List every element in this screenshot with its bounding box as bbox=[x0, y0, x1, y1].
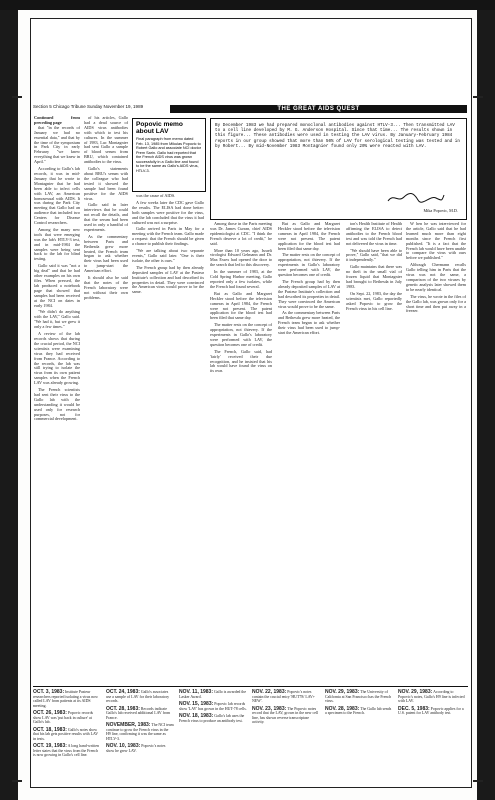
paragraph: ton's Health Institute of Health affirming the ELISA to detect antibodies to the French blood test and was told the French had not delivered the virus in time. bbox=[346, 222, 402, 246]
memo-facsimile bbox=[210, 118, 467, 220]
paragraph: Gallo said it was "not a big deal" and that he had other examples on his own files. When pressed, the lab produced a notebook page that showed that samples had been received at the NCI on dates in early 1984. bbox=[34, 263, 80, 308]
memo-signature: Mika Popovic, M.D. bbox=[423, 208, 458, 213]
article-column-3 bbox=[132, 194, 204, 682]
article-column-4 bbox=[210, 222, 272, 682]
timeline-entry: NOV. 10, 1983: Popovic's notes show he grew LAV. bbox=[106, 743, 166, 753]
timeline-entry: OCT. 28, 1983: Records indicate Gallo's lab received additional LAV from France. bbox=[106, 705, 171, 720]
paragraph: A few weeks later the CDC gave Gallo the results. The ELISA had done better: both samples were positive for the virus, and the lab concluded that the virus it had cultured was not a surprise. bbox=[132, 199, 204, 225]
paragraph: "We should have been able to prove," Gallo said, "that we did it independently." bbox=[346, 247, 402, 263]
timeline-column bbox=[179, 690, 247, 726]
timeline-entry: NOV. 23, 1983: The Popovic notes record that the LAV, grown in the new cell line, has shown reverse transcriptase activity. bbox=[252, 705, 319, 724]
signature-scrawl bbox=[386, 191, 446, 205]
article-column-5 bbox=[278, 222, 340, 682]
timeline-column bbox=[398, 690, 466, 719]
article-column-2 bbox=[84, 116, 128, 682]
paragraph: "We are talking about two separate events," Gallo said later. "One is their isolate, the other is ours." bbox=[132, 248, 204, 263]
paragraph: Gallo maintains that there was no theft in the small vial of frozen liquid that Montagnier had brought to Bethesda in July 1983. bbox=[346, 264, 402, 289]
paragraph: In the summer of 1983, at the Cold Spring Harbor meeting, Gallo reported only a few isolates, while the French had found several. bbox=[210, 269, 272, 289]
timeline-entry: NOVEMBER, 1983: The NCI team continue to grow the French virus in the H9 line, confirming it was the same as HTLV-3. bbox=[106, 722, 174, 741]
timeline-column bbox=[252, 690, 320, 728]
paragraph: of his articles, Gallo had a dead source of AIDS virus antibodies with which to test his cultures. In the summer of 1983, Luc Montagnier had sent Gallo a sample of blood serum from BRU, which contained antibodies to the virus. bbox=[84, 116, 128, 165]
timeline-entry: NOV. 29, 1983: According to Popovic's notes, Gallo's H9 line is infected with LAV. bbox=[398, 689, 465, 703]
paragraph: The virus, he wrote in the files of the Gallo lab, was grown only for a short time and then put away in a freezer. bbox=[406, 293, 466, 314]
timeline-column bbox=[325, 690, 393, 719]
paragraph: It should also be said that the notes of the French laboratory were not without their own problems. bbox=[84, 275, 128, 300]
paragraph: Gallo said in later interviews that he could not recall the details, and that the serum had been used in only a handful of experiments. bbox=[84, 202, 128, 232]
paragraph: A review of the lab records shows that during the crucial period, the NCI scientists were examining virus they had received from France. According to the records, the lab was still trying to isolate the virus from its own patient samples when the French LAV was already growing. bbox=[34, 331, 80, 386]
paragraph: was the cause of AIDS. bbox=[136, 194, 176, 198]
paragraph: "We didn't do anything with the LAV," Gallo said. "We had it, but we grew it only a few times." bbox=[34, 309, 80, 330]
article-column-6 bbox=[346, 222, 402, 682]
timeline-entry: NOV. 18, 1983: Gallo's lab uses the French virus to produce an antibody test. bbox=[179, 713, 245, 723]
paragraph: The French group had by then already deposited samples of LAV at the Pasteur Institute's collection and had described its properties in detail. They were convinced the American virus would prove to be the same. bbox=[278, 278, 340, 309]
paragraph: Gallo's statements about BRU's serum with the colleague who had tested it showed the sample had been found positive for the AIDS virus. bbox=[84, 166, 128, 201]
timeline-entry: OCT. 19, 1983: A long hand-written letter states that the virus from the French is now growing in Gallo's cell line. bbox=[33, 743, 100, 757]
paragraph: On Sept. 22, 1983, the day the scientists met, Gallo reportedly asked Popovic to grow the French virus in his cell line. bbox=[346, 290, 402, 311]
popovic-memo-sidebar bbox=[132, 118, 206, 192]
timeline-entry: OCT. 24, 1983: Gallo's associates use a sample of LAV for their laboratory records. bbox=[106, 689, 170, 703]
memo-text: By December 1983 we had prepared monoclonal antibodies against HTLV-3... Then transmitted LAV to a cell line developed by M. G. Anderson Hospital. Since that time... The results shown in this figure... These antibodies were used in testing the LAV virus. By January-February 1984 reports in our group showed that more than 50% of LAV for serological testing was tested and in by Robert... By mid-November 1983 Montagnier found only 20% were reacted with LAV. bbox=[215, 123, 460, 149]
paragraph: The French, Gallo said, had 'fairly' received their due recognition, and he insisted that his lab would have found the virus on its own. bbox=[210, 348, 272, 374]
paragraph: As the commentary between Paris and Bethesda grew more heated, the French team began to ask whether their virus had been used to jump-start the American effort. bbox=[278, 310, 340, 336]
timeline-entry: OCT. 26, 1983: Popovic records show LAV was 'put back in culture' at Gallo's lab. bbox=[33, 710, 94, 724]
sidebar-title: Popovic memo about LAV bbox=[136, 121, 183, 135]
timeline-entry: NOV. 15, 1983: Popovic lab records show 'LAV' has grown in the HUT-78 cells. bbox=[179, 701, 247, 711]
paragraph: More than 10 years ago, Israeli virologist Edward Gelmann and Dr. Max Essex had opened the door to the search that led to this discovery. bbox=[210, 247, 272, 268]
paragraph: As the commentary between Paris and Bethesda grew more heated, the French team began to ask whether their virus had been used to jump-start the American effort. bbox=[84, 233, 128, 274]
continued-label: Continued from preceding page bbox=[34, 116, 80, 125]
paragraph: Among the many new tools that were emerging was the lab's HTLV-3 test, and in mid-1984 the samples were being sent back to the lab for blind testing. bbox=[34, 226, 80, 262]
paragraph: But as Gallo and Margaret Heckler stood before the television cameras in April 1984, the French were not present. The patent application for the blood test had been filed that same day. bbox=[210, 290, 272, 321]
scan-border-left bbox=[0, 0, 18, 800]
registration-mark bbox=[12, 96, 22, 98]
timeline-entry: NOV. 22, 1983: Popovic's notes contain the crucial entry 'HUT78/ LAV+ NEW'. bbox=[252, 689, 316, 703]
registration-mark bbox=[473, 780, 483, 782]
paragraph: Gallo arrived in Paris in May for a meeting with the French team. Gallo made a request: that the French should be given a chance to publish their findings. bbox=[132, 226, 204, 247]
timeline-entry: NOV. 28, 1983: The Gallo lab sends a specimen to the French. bbox=[325, 705, 392, 715]
timeline-entry: DEC. 5, 1983: Popovic applies for a U.S. patent for LAV antibody test. bbox=[398, 705, 464, 715]
section-header: Section 5 Chicago Tribune Sunday November 19, 1989 bbox=[33, 104, 144, 109]
paragraph: According to Gallo's lab records, it was in mid-January that he wrote to Montagnier that he had been able to infect cells with LAV, an American homosexual with AIDS. It was during the Park City meeting that Gallo had an audience that included two Centers for Disease Control researchers. bbox=[34, 166, 80, 226]
paragraph: Although Chermann recalls Gallo telling him in Paris that the virus was not the same, a comparison of the two viruses by genetic analysis later showed them to be nearly identical. bbox=[406, 262, 466, 292]
paragraph: The matter rests on the concept of appropriation, not thievery. If the experiments in Gallo's laboratory were performed with LAV, the question becomes one of credit. bbox=[278, 252, 340, 278]
timeline-column bbox=[106, 690, 174, 756]
paragraph: The French group had by then already deposited samples of LAV at the Pasteur Institute's collection and had described its properties in detail. They were convinced the American virus would prove to be the same. bbox=[132, 264, 204, 295]
timeline-entry: NOV. 11, 1983: Gallo is awarded the Lasker Award. bbox=[179, 689, 247, 699]
registration-mark bbox=[473, 96, 483, 98]
paragraph: The French scientists had sent their virus to the Gallo lab with the understanding it would be used only for research purposes, not for commercial development. bbox=[34, 387, 80, 422]
page-banner: THE GREAT AIDS QUEST bbox=[170, 105, 467, 113]
scan-border-top bbox=[0, 0, 495, 10]
paragraph: But as Gallo and Margaret Heckler stood before the television cameras in April 1984, the French were not present. The patent application for the blood test had been filed that same day. bbox=[278, 222, 340, 251]
paragraph: The matter rests on the concept of appropriation, not thievery. If the experiments in Gallo's laboratory were performed with LAV, the question becomes one of credit. bbox=[210, 322, 272, 347]
article-column-7 bbox=[406, 222, 466, 682]
timeline-strip bbox=[33, 686, 468, 779]
sidebar-body: Final paragraph from memo dated Feb. 13, 1985 from Mikulas Popovic to Robert Gallo and associate NCI doctor Prem Sarin. Gallo had reported that the French AIDS virus was grown successfully in a Gallo line and found to be the same as Gallo's AIDS virus, HTLV-3. bbox=[136, 137, 202, 173]
timeline-entry: OCT. 18, 1983: Gallo's notes show that his lab gets positive results with LAV in tests. bbox=[33, 726, 99, 741]
scan-border-right bbox=[477, 0, 495, 800]
paragraph: Among those in the Paris meeting was Dr. James Curran, chief AIDS epidemiologist at CDC. "I think the French deserve a lot of credit," he said. bbox=[210, 222, 272, 246]
timeline-entry: NOV. 29, 1983: The University of California at San Francisco has the French virus. bbox=[325, 689, 392, 703]
timeline-column bbox=[33, 690, 101, 761]
paragraph: W hen he was interviewed for the article, Gallo said that he had learned much more than eight months since the French first published. "It is a fact that the French lab would have been unable to compare the virus with ours before we published." bbox=[406, 222, 466, 261]
registration-mark bbox=[12, 780, 22, 782]
article-column-1 bbox=[34, 116, 80, 682]
paragraph: that "in the records of January we had no essential data," and that by the time of the symposium in Park City in early February "we knew everything that we knew in April." bbox=[34, 124, 80, 165]
timeline-entry: OCT. 3, 1983: Institute Pasteur researchers reported isolating a virus now called LAV from patients at its AIDS meeting. bbox=[33, 689, 98, 708]
